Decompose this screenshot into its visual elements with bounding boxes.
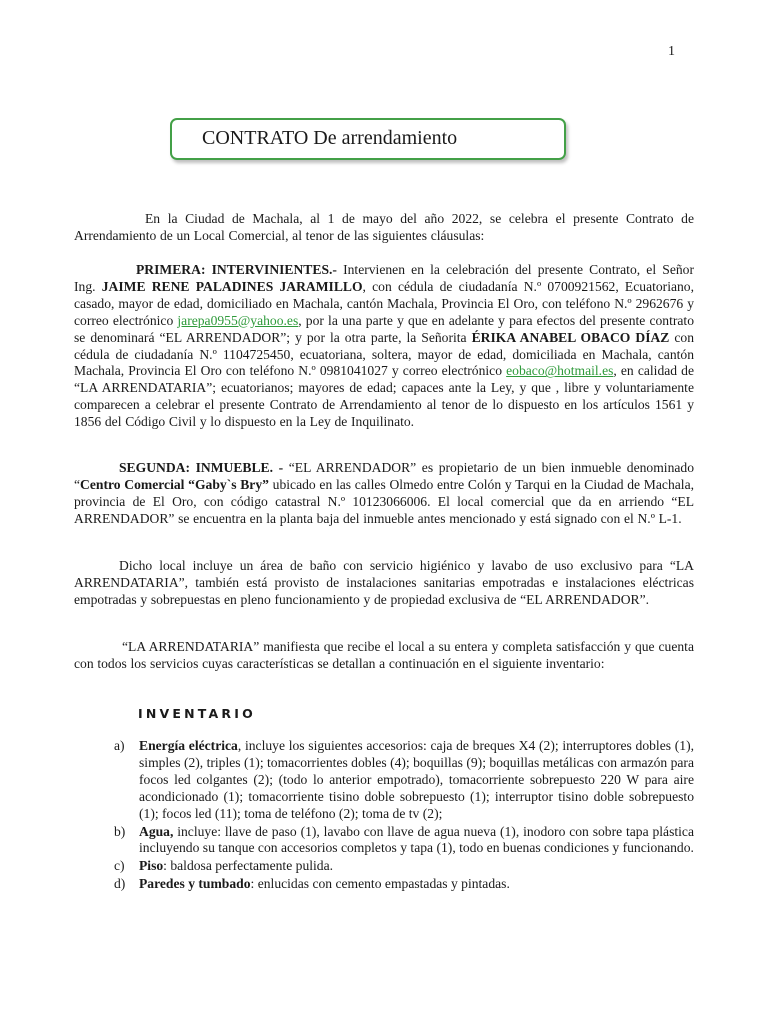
list-item	[114, 824, 694, 858]
clause-primera	[74, 262, 694, 431]
list-item	[114, 858, 694, 875]
clause-segunda-text: ubicado en las calles Olmedo entre Colón y Tarqui en la Ciudad de Machala, provincia de El Oro, con código catastral N.º 10123066006. El local comercial que da en arriendo “EL ARRENDADOR” se encuentra en la planta baja del inmueble antes mencionado y está signado con el N.º L-1.	[74, 476, 694, 526]
property-name: Centro Comercial “Gaby`s Bry”	[80, 476, 269, 492]
clause-primera-heading: PRIMERA: INTERVINIENTES.-	[136, 262, 337, 277]
clause-primera-text: Intervienen en la celebración del presente Contrato, el Señor Ing.	[74, 262, 694, 294]
list-item-text: : enlucidas con cemento empastadas y pintadas.	[250, 876, 510, 892]
inventario-list	[114, 738, 694, 894]
clause-primera-text: , en calidad de “LA ARRENDATARIA”; ecuatorianos; mayores de edad; capaces ante la Ley, y que , libre y voluntariamente comparecen a celebrar el presente Contrato de Arrendamiento al tenor de lo dispuesto en los artículos 1561 y 1856 del Código Civil y lo dispuesto en la Ley de Inquilinato.	[74, 363, 695, 430]
list-item-label: Piso	[139, 858, 164, 874]
clause-primera-text: , con cédula de ciudadanía N.º 0700921562, Ecuatoriano, casado, mayor de edad, domiciliado en Machala, cantón Machala, Provincia El Oro, con teléfono N.º 2962676 y correo electrónico	[74, 278, 695, 328]
list-marker: a)	[114, 738, 125, 753]
arrendador-email-link[interactable]: jarepa0955@yahoo.es	[177, 312, 299, 328]
title-box	[170, 118, 566, 160]
clause-segunda	[74, 460, 694, 528]
dicho-paragraph: Dicho local incluye un área de baño con servicio higiénico y lavabo de uso exclusivo para “LA ARRENDATARIA”, también está provisto de instalaciones sanitarias empotradas e instalaciones eléctricas empotradas y sobrepuestas en pleno funcionamiento y de propiedad exclusiva de “EL ARRENDADOR”.	[74, 558, 694, 607]
arrendataria-email-link[interactable]: eobaco@hotmail.es	[506, 363, 614, 379]
list-item-text: : baldosa perfectamente pulida.	[163, 858, 334, 874]
list-item	[114, 876, 694, 893]
arrendataria-name: ÉRIKA ANABEL OBACO DÍAZ	[471, 329, 670, 345]
clause-segunda-text: “EL ARRENDADOR” es propietario de un bien inmueble denominado “	[74, 460, 694, 492]
page-number: 1	[668, 44, 675, 59]
intro-paragraph: En la Ciudad de Machala, al 1 de mayo del año 2022, se celebra el presente Contrato de Arrendamiento de un Local Comercial, al tenor de las siguientes cláusulas:	[74, 211, 694, 243]
list-item-text: , incluye los siguientes accesorios: caja de breques X4 (2); interruptores dobles (1), simples (2), triples (1); tomacorrientes dobles (4); boquillas (9); boquillas metálicas con armazón para focos led colgantes (2); (todo lo anterior empotrado), tomacorriente sobrepuesto 220 W para aire acondicionado (1); tomacorriente tisino doble sobrepuesto (1); interruptor tisino doble sobrepuesto (1); focos led (11); toma de teléfono (2); toma de tv (2);	[139, 738, 694, 821]
clause-segunda-heading: SEGUNDA: INMUEBLE. -	[119, 460, 284, 475]
list-item-label: Paredes y tumbado	[139, 876, 251, 892]
inventario-heading: INVENTARIO	[138, 706, 256, 721]
document-title: CONTRATO De arrendamiento	[202, 127, 458, 149]
list-marker: b)	[114, 823, 126, 839]
clause-primera-text: , por la una parte y que en adelante y para efectos del presente contrato se denominará “EL ARRENDADOR”; y por la otra parte, la Señorita	[74, 312, 694, 345]
manifiesta-paragraph: “LA ARRENDATARIA” manifiesta que recibe el local a su entera y completa satisfacción y que cuenta con todos los servicios cuyas características se detallan a continuación en el siguiente inventario:	[74, 639, 694, 671]
list-item-label: Energía eléctrica	[139, 738, 238, 753]
list-marker: d)	[114, 876, 126, 892]
list-item	[114, 738, 694, 823]
list-item-label: Agua,	[139, 823, 174, 839]
list-item-text: incluye: llave de paso (1), lavabo con llave de agua nueva (1), inodoro con sobre tapa plástica incluyendo su tanque con accesorios completos y tapa (1), todo en buenas condiciones y funcionando.	[139, 823, 694, 856]
arrendador-name: JAIME RENE PALADINES JARAMILLO	[101, 278, 363, 294]
list-marker: c)	[114, 858, 125, 874]
clause-primera-text: con cédula de ciudadanía N.º 1104725450, ecuatoriana, soltera, mayor de edad, domiciliada en Machala, cantón Machala, Provincia El Oro con teléfono N.º 0981041027 y correo electrónico	[74, 329, 694, 379]
